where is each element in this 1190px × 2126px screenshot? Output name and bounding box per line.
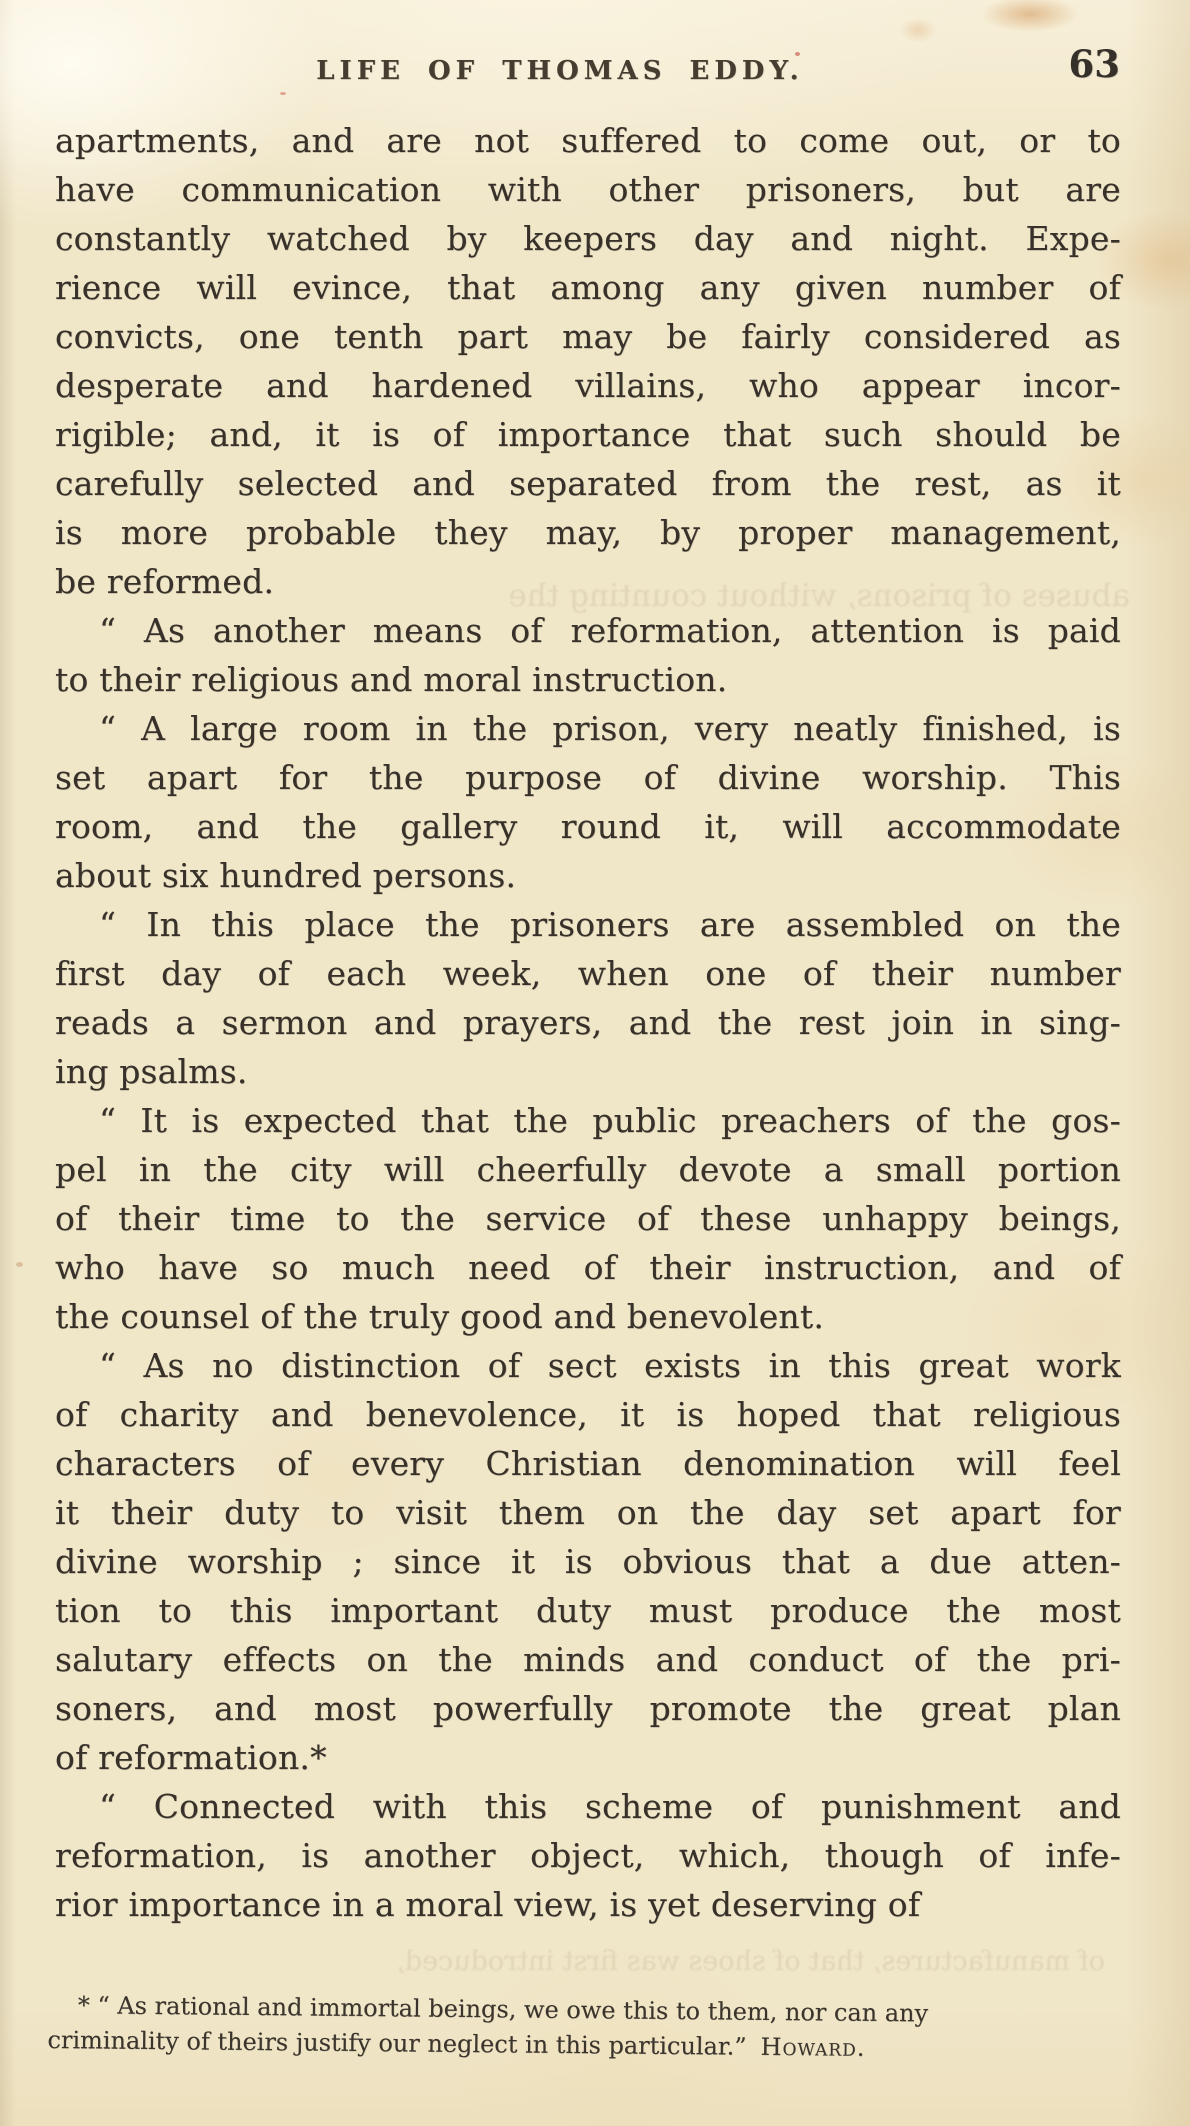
text-line: “ In this place the prisoners are assembled on the (99, 905, 1121, 944)
paper-speck (280, 92, 286, 95)
running-title: LIFE OF THOMAS EDDY. (316, 56, 804, 86)
text-line: of reformation.* (55, 1738, 327, 1777)
text-line: tion to this important duty must produce the most (55, 1591, 1121, 1630)
text-line: apartments, and are not suffered to come out, or to (55, 121, 1121, 160)
text-line: is more probable they may, by proper management, (55, 513, 1121, 552)
text-line: be reformed. (55, 562, 275, 601)
text-line: it their duty to visit them on the day set apart for (55, 1493, 1121, 1532)
text-line: pel in the city will cheerfully devote a small portion (55, 1150, 1121, 1189)
footnote-text: criminality of theirs justify our neglect in this particular.” (47, 2025, 747, 2061)
text-line: the counsel of the truly good and benevolent. (55, 1297, 825, 1336)
text-line: “ Connected with this scheme of punishment and (99, 1787, 1121, 1826)
text-line: who have so much need of their instruction, and of (55, 1248, 1121, 1287)
show-through-ghost-text: abuses of prisons, without counting the (508, 578, 1130, 614)
footnote-attribution: Howard. (760, 2032, 866, 2062)
paper-speck (16, 1262, 23, 1267)
text-line: characters of every Christian denomination will feel (55, 1444, 1121, 1483)
text-line: “ As no distinction of sect exists in this great work (99, 1346, 1121, 1385)
text-line: constantly watched by keepers day and night. Expe- (55, 219, 1121, 258)
page-number: 63 (1068, 42, 1120, 86)
text-line: carefully selected and separated from the rest, as it (55, 464, 1121, 503)
text-line: salutary effects on the minds and conduct of the pri- (55, 1640, 1121, 1679)
text-line: “ A large room in the prison, very neatly finished, is (99, 709, 1121, 748)
text-line: reads a sermon and prayers, and the rest join in sing- (55, 1003, 1121, 1042)
text-line: rigible; and, it is of importance that such should be (55, 415, 1121, 454)
text-line: of charity and benevolence, it is hoped that religious (55, 1395, 1121, 1434)
text-line: set apart for the purpose of divine worship. This (55, 758, 1121, 797)
text-line: rience will evince, that among any given number of (55, 268, 1121, 307)
text-line: of their time to the service of these unhappy beings, (55, 1199, 1121, 1238)
text-line: soners, and most powerfully promote the great plan (55, 1689, 1121, 1728)
show-through-ghost-text: of manufactures, that of shoes was first introduced, (396, 1946, 1105, 1977)
text-line: “ It is expected that the public preachers of the gos- (99, 1101, 1121, 1140)
text-line: reformation, is another object, which, though of infe- (55, 1836, 1121, 1875)
text-line: rior importance in a moral view, is yet deserving of (55, 1885, 921, 1924)
footnote (47, 1988, 1138, 2068)
text-line: first day of each week, when one of their number (55, 954, 1121, 993)
text-line: room, and the gallery round it, will accommodate (55, 807, 1121, 846)
text-line: ing psalms. (55, 1052, 248, 1091)
text-line: “ As another means of reformation, attention is paid (99, 611, 1121, 650)
text-line: have communication with other prisoners, but are (55, 170, 1121, 209)
text-line: convicts, one tenth part may be fairly considered as (55, 317, 1121, 356)
text-line: about six hundred persons. (55, 856, 517, 895)
footnote-line-1: * “ As rational and immortal beings, we owe this to them, nor can any (77, 1991, 929, 2028)
text-line: to their religious and moral instruction. (55, 660, 728, 699)
page-body (55, 116, 1121, 1929)
text-line: divine worship ; since it is obvious that a due atten- (55, 1542, 1121, 1581)
paper-speck (795, 52, 800, 56)
text-line: desperate and hardened villains, who appear incor- (55, 366, 1121, 405)
